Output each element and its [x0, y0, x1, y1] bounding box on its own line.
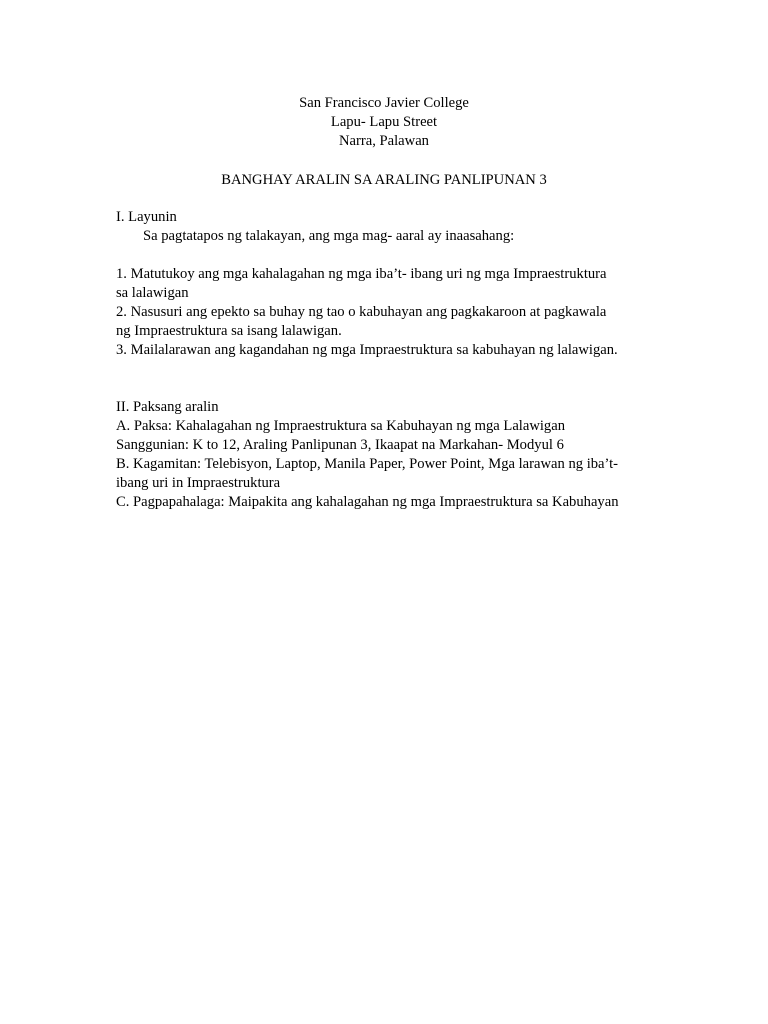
topic-line: ibang uri in Impraestruktura — [116, 475, 281, 491]
objective-line: 2. Nasusuri ang epekto sa buhay ng tao o kabuhayan ang pagkakaroon at pagkawala — [116, 304, 607, 320]
objective-line: 1. Matutukoy ang mga kahalagahan ng mga iba’t- ibang uri ng mga Impraestruktura — [116, 266, 607, 282]
topic-line: C. Pagpapahalaga: Maipakita ang kahalagahan ng mga Impraestruktura sa Kabuhayan — [116, 494, 619, 510]
objective-line: ng Impraestruktura sa isang lalawigan. — [116, 323, 342, 339]
section-heading: II. Paksang aralin — [116, 399, 219, 415]
objectives-list — [116, 265, 661, 360]
document-title: BANGHAY ARALIN SA ARALING PANLIPUNAN 3 — [221, 172, 547, 188]
topic-line: A. Paksa: Kahalagahan ng Impraestruktura sa Kabuhayan ng mga Lalawigan — [116, 418, 566, 434]
section-intro: Sa pagtatapos ng talakayan, ang mga mag- aaral ay inaasahang: — [143, 228, 515, 244]
school-name: San Francisco Javier College — [299, 95, 469, 111]
topic-line: B. Kagamitan: Telebisyon, Laptop, Manila Paper, Power Point, Mga larawan ng iba’t- — [116, 456, 619, 472]
objective-line: sa lalawigan — [116, 285, 189, 301]
school-town: Narra, Palawan — [339, 133, 429, 149]
document-header — [0, 94, 768, 151]
section-heading: I. Layunin — [116, 209, 177, 225]
section-paksang-aralin — [116, 398, 661, 512]
objective-line: 3. Mailalarawan ang kagandahan ng mga Impraestruktura sa kabuhayan ng lalawigan. — [116, 342, 618, 358]
section-layunin — [116, 208, 661, 246]
topic-line: Sanggunian: K to 12, Araling Panlipunan 3, Ikaapat na Markahan- Modyul 6 — [116, 437, 564, 453]
school-street: Lapu- Lapu Street — [330, 114, 438, 130]
